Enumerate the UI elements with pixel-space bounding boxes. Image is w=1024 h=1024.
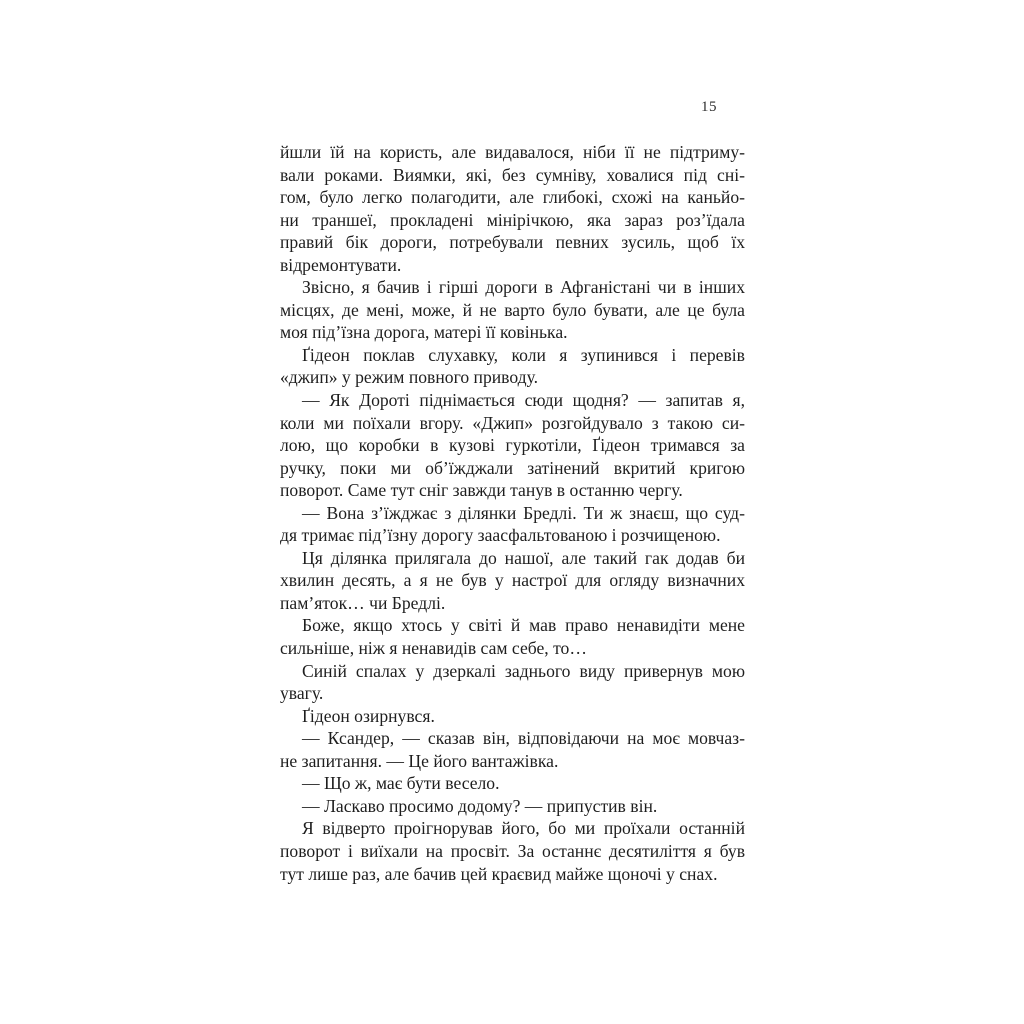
text-line: лою, що коробки в кузові гуркотіли, Ґідеон тримався за [280, 435, 745, 456]
text-line: Синій спалах у дзеркалі заднього виду привернув мою [302, 660, 745, 681]
text-line: — Вона з’їжджає з ділянки Бредлі. Ти ж знаєш, що суд- [302, 502, 745, 523]
paragraph [280, 660, 745, 705]
text-line: «джип» у режим повного приводу. [280, 367, 539, 388]
text-line: не запитання. — Це його вантажівка. [280, 750, 559, 771]
text-line: — Як Дороті піднімається сюди щодня? — запитав я, [302, 390, 745, 411]
text-line: Ґідеон поклав слухавку, коли я зупинився і перевів [302, 344, 745, 365]
text-line: сильніше, ніж я ненавидів сам себе, то… [280, 638, 587, 659]
text-line: Боже, якщо хтось у світі й мав право ненавидіти мене [302, 615, 745, 636]
paragraph [280, 614, 745, 659]
text-line: йшли їй на користь, але видавалося, ніби її не підтриму- [280, 142, 745, 162]
text-line: вали роками. Виямки, які, без сумніву, ховалися під сні- [280, 164, 745, 185]
text-line: увагу. [280, 683, 324, 704]
text-line: — Що ж, має бути весело. [302, 773, 500, 794]
text-line: дя тримає під’їзну дорогу заасфальтованою і розчищеною. [280, 525, 721, 546]
paragraph [280, 344, 745, 389]
paragraph [280, 141, 745, 276]
text-line: пам’яток… чи Бредлі. [280, 592, 446, 613]
page-number: 15 [701, 99, 717, 115]
paragraph [280, 795, 745, 818]
paragraph [280, 547, 745, 615]
text-line: ни траншеї, прокладені мінірічкою, яка зараз роз’їдала [280, 209, 745, 230]
text-line: місцях, де мені, може, й не варто було бувати, але це була [280, 299, 745, 320]
paragraph [280, 772, 745, 795]
text-line: відремонтувати. [280, 254, 402, 275]
text-line: гом, було легко полагодити, але глибокі, схожі на каньйо- [280, 187, 745, 208]
text-line: Ґідеон озирнувся. [302, 705, 435, 726]
text-line: правий бік дороги, потребували певних зусиль, щоб їх [280, 232, 745, 253]
text-line: поворот. Саме тут сніг завжди танув в останню чергу. [280, 480, 683, 501]
text-line: моя під’їзна дорога, матері її ковінька. [280, 322, 568, 343]
text-line: — Ксандер, — сказав він, відповідаючи на моє мовчаз- [302, 728, 745, 749]
text-line: ручку, поки ми об’їжджали затінений вкритий кригою [280, 457, 745, 478]
paragraph [280, 276, 745, 344]
text-line: тут лише раз, але бачив цей краєвид майже щоночі у снах. [280, 863, 718, 884]
text-line: Я відверто проігнорував його, бо ми проїхали останній [302, 818, 745, 839]
text-line: коли ми поїхали вгору. «Джип» розгойдувало з такою си- [280, 412, 745, 433]
paragraph [280, 817, 745, 885]
text-line: Звісно, я бачив і гірші дороги в Афганістані чи в інших [302, 277, 745, 298]
text-line: Ця ділянка прилягала до нашої, але такий гак додав би [302, 547, 745, 568]
paragraph [280, 389, 745, 502]
paragraph [280, 727, 745, 772]
text-line: — Ласкаво просимо додому? — припустив він. [302, 795, 658, 816]
text-line: хвилин десять, а я не був у настрої для огляду визначних [280, 570, 745, 591]
paragraph [280, 502, 745, 547]
text-block [280, 141, 745, 885]
paragraph [280, 705, 745, 728]
text-line: поворот і виїхали на просвіт. За останнє десятиліття я був [280, 840, 745, 861]
